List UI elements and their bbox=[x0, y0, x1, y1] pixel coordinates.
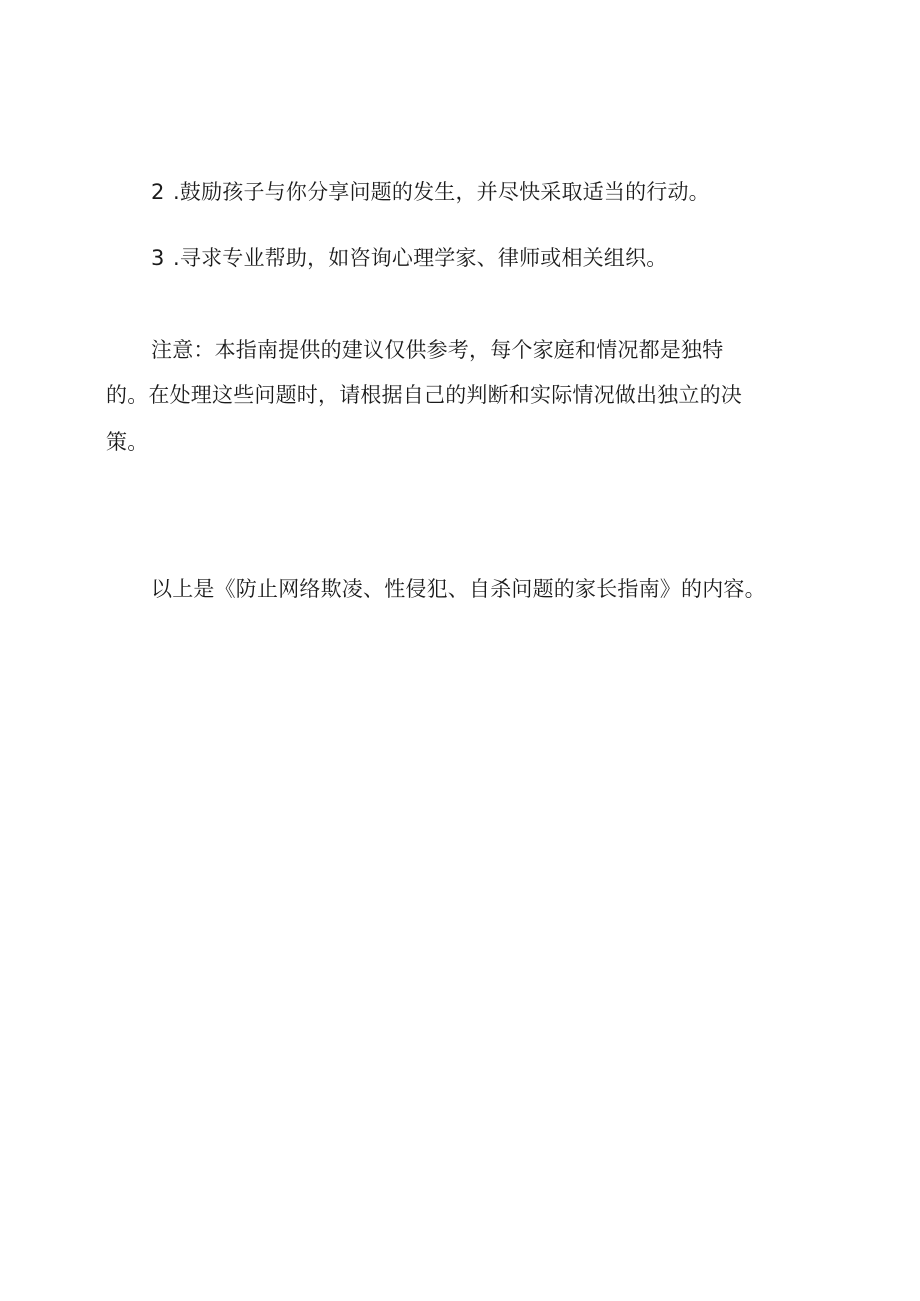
note-paragraph-line-1: 注意：本指南提供的建议仅供参考，每个家庭和情况都是独特 bbox=[151, 338, 724, 362]
note-paragraph-line-3: 策。 bbox=[106, 430, 149, 454]
list-item-3 bbox=[151, 244, 667, 272]
list-item-number: 2 bbox=[151, 180, 165, 204]
list-item-text: .鼓励孩子与你分享问题的发生，并尽快采取适当的行动。 bbox=[173, 180, 710, 204]
list-item-number: 3 bbox=[151, 246, 165, 270]
note-paragraph-line-2: 的。在处理这些问题时，请根据自己的判断和实际情况做出独立的决 bbox=[106, 383, 742, 407]
list-item-text: .寻求专业帮助，如咨询心理学家、律师或相关组织。 bbox=[173, 246, 668, 270]
list-item-2 bbox=[151, 178, 710, 206]
closing-paragraph: 以上是《防止网络欺凌、性侵犯、自杀问题的家长指南》的内容。 bbox=[151, 577, 766, 601]
